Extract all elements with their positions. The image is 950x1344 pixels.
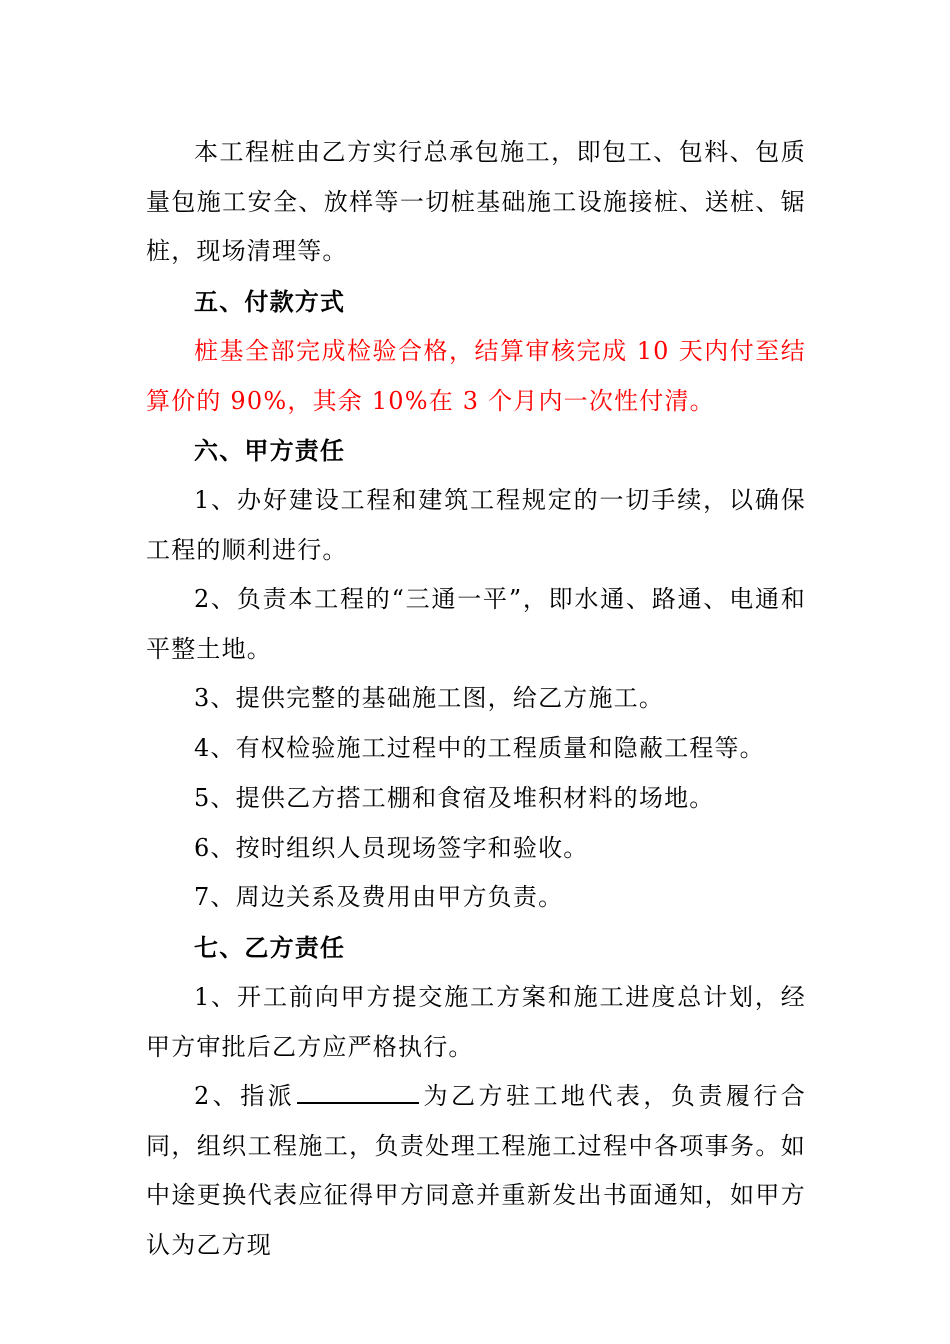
section-5-heading: 五、付款方式 xyxy=(194,287,346,316)
party-a-item-7: 7、周边关系及费用由甲方负责。 xyxy=(194,883,564,911)
section-6-heading: 六、甲方责任 xyxy=(194,436,346,465)
scope-paragraph: 本工程桩由乙方实行总承包施工，即包工、包料、包质量包施工安全、放样等一切桩基础施工设施接桩、送桩、锯桩，现场清理等。 xyxy=(146,138,806,265)
party-b-item-2-text: 为乙方驻工地代表，负责履行合同，组织工程施工，负责处理工程施工过程中各项事务。如中途更换代表应征得甲方同意并重新发出书面通知，如甲方认为乙方现 xyxy=(146,1082,806,1259)
payment-paragraph: 桩基全部完成检验合格，结算审核完成 10 天内付至结算价的 90%，其余 10%在 3 个月内一次性付清。 xyxy=(146,337,806,415)
party-a-item-2: 2、负责本工程的“三通一平”，即水通、路通、电通和平整土地。 xyxy=(146,585,806,663)
party-a-item-3: 3、提供完整的基础施工图，给乙方施工。 xyxy=(194,684,665,712)
section-7-heading: 七、乙方责任 xyxy=(194,933,346,962)
party-a-item-4: 4、有权检验施工过程中的工程质量和隐蔽工程等。 xyxy=(194,734,765,762)
party-a-item-5: 5、提供乙方搭工棚和食宿及堆积材料的场地。 xyxy=(194,784,715,812)
party-b-item-2-prefix: 2、指派 xyxy=(194,1082,296,1110)
party-b-item-1: 1、开工前向甲方提交施工方案和施工进度总计划，经甲方审批后乙方应严格执行。 xyxy=(146,983,806,1061)
party-a-item-6: 6、按时组织人员现场签字和验收。 xyxy=(194,834,589,862)
representative-blank-line xyxy=(297,1080,419,1104)
party-b-item-2 xyxy=(146,1072,806,1270)
party-a-item-1: 1、办好建设工程和建筑工程规定的一切手续，以确保工程的顺利进行。 xyxy=(146,486,806,564)
